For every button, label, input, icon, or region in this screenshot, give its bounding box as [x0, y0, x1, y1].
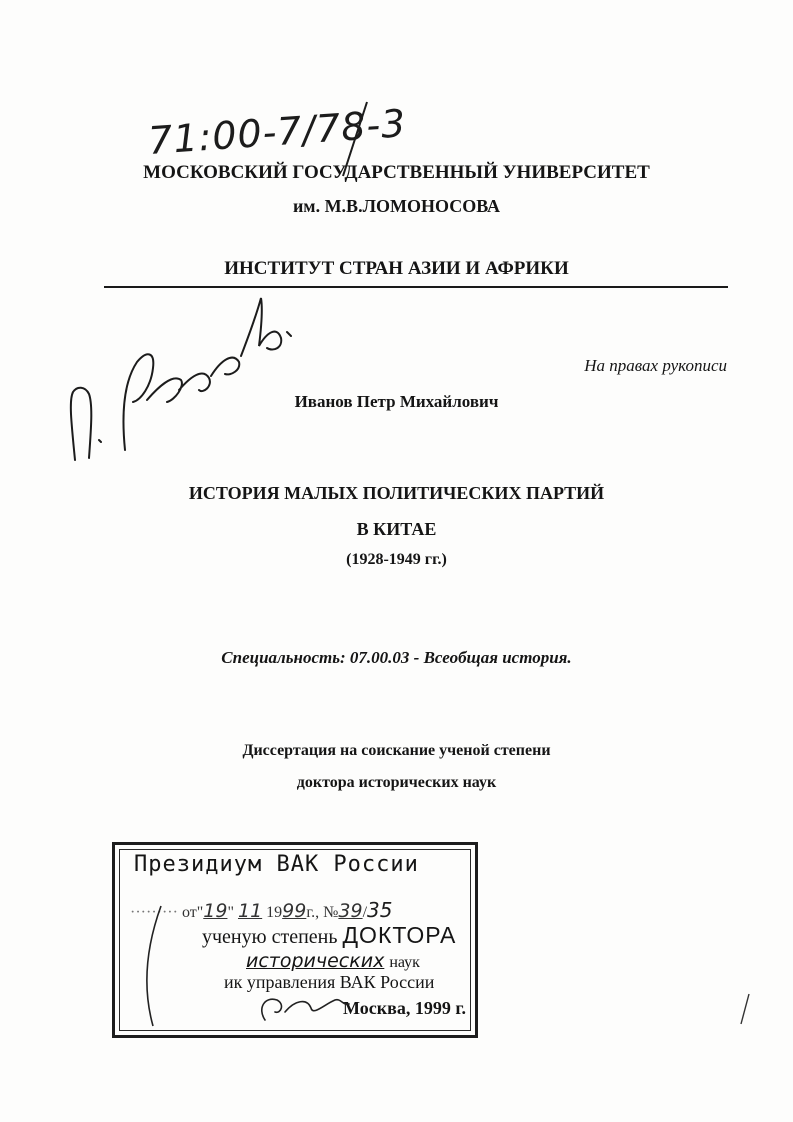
stamp-year-mark: г., №	[306, 904, 339, 921]
stamp-city-suffix: г.	[455, 998, 466, 1018]
stamp-year-suffix: 99	[282, 900, 307, 922]
stamp-decision-prefix: от	[181, 904, 197, 921]
specialty-line: Специальность: 07.00.03 - Всеобщая история.	[221, 648, 572, 667]
stamp-title: Президиум ВАК России	[134, 852, 419, 877]
stamp-month: 11	[237, 900, 263, 922]
stamp-decision-line: ········· от"19" 11 1999г., №39/35	[130, 898, 393, 922]
dissertation-years: (1928-1949 гг.)	[346, 551, 447, 568]
stamp-sciences-handwritten: исторических	[246, 950, 385, 972]
margin-mark	[735, 990, 755, 1030]
university-name: МОСКОВСКИЙ ГОСУДАРСТВЕННЫЙ УНИВЕРСИТЕТ	[143, 162, 650, 183]
dissertation-title-line-2: В КИТАЕ	[356, 519, 437, 539]
stamp-head-line: ик управления ВАК России	[224, 972, 435, 992]
dissertation-degree-line-1: Диссертация на соискание ученой степени	[242, 742, 551, 759]
stamp-number-suffix: 35	[367, 898, 393, 922]
university-named-after: им. М.В.ЛОМОНОСОВА	[292, 196, 501, 216]
dissertation-title-line-1: ИСТОРИЯ МАЛЫХ ПОЛИТИЧЕСКИХ ПАРТИЙ	[188, 483, 605, 503]
handwritten-registration-code: 71:00-7/78-3	[146, 101, 408, 163]
stamp-signature	[135, 900, 375, 1030]
stamp-degree-level: ДОКТОРА	[342, 922, 457, 948]
stamp-faded-text: ·········	[130, 904, 178, 921]
author-name: Иванов Петр Михайлович	[294, 392, 499, 411]
stamp-number: 39	[338, 900, 363, 922]
stamp-city-text: Москва, 1999	[343, 998, 451, 1018]
header-divider	[104, 286, 728, 288]
manuscript-rights-note: На правах рукописи	[584, 356, 727, 375]
stamp-degree-prefix: ученую степень	[202, 926, 338, 948]
stamp-sciences-word: наук	[389, 954, 420, 971]
author-signature	[55, 290, 305, 470]
dissertation-degree-line-2: доктора исторических наук	[296, 774, 497, 791]
institute-name: ИНСТИТУТ СТРАН АЗИИ И АФРИКИ	[224, 258, 569, 279]
stamp-day: 19	[203, 900, 228, 922]
stamp-year-prefix: 19	[266, 904, 283, 921]
